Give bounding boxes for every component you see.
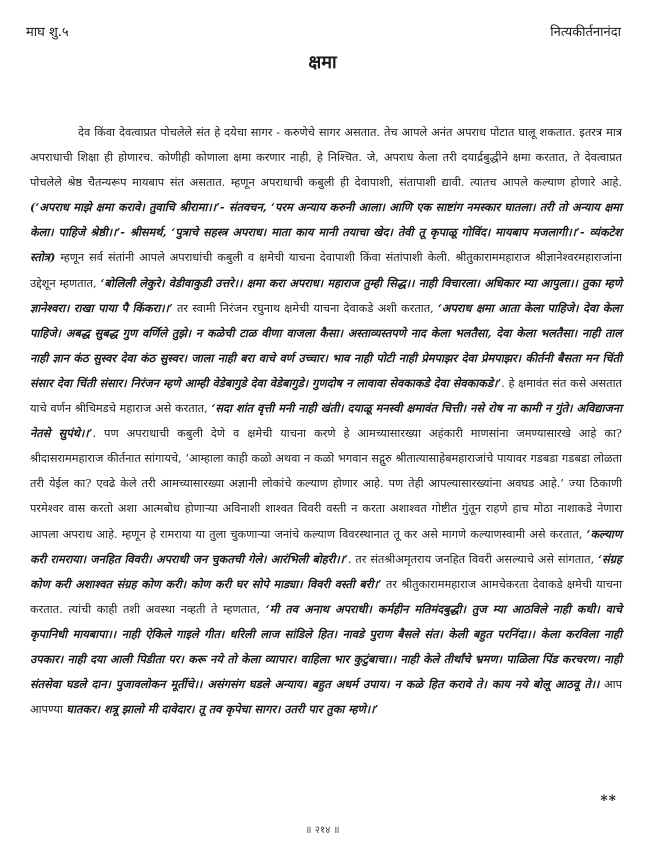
header-right-book-title: नित्यकीर्तनानंदा [550,25,621,40]
header-left-date: माघ शु.५ [26,25,69,40]
page-title: क्षमा [308,52,337,73]
paragraph [30,120,622,722]
quote-segment: ‘कल्याण करी रामराया। जनहित विवरी। अपराधी जन चुकतची गेले। आरंभिली बोहरी।।’ [30,526,622,566]
quote-segment: ‘सदा शांत वृत्ती मनी नाही खंती। दयाळू मनस्वी क्षमावंत चित्ती। नसे रोष ना कामी न गुंते। अविद्याजना नेतसे सुपंथे।।’ [30,401,622,441]
quote-segment: घातकर। शत्रू झालो मी दावेदार। तू तव कृपेचा सागर। उतरी पार तुका म्हणे।।’ [66,702,379,717]
text-segment: म्हणून सर्व संतांनी आपले अपराधांची कबुली व क्षमेची याचना देवापाशी किंवा संतांपाशी केली. श्रीतुकाराममहाराज श्रीज्ञानेश्वरमहाराजांना उद्देशून म्हणतात, [30,251,622,290]
text-segment: तर श्रीतुकाराममहाराज आमचेकरता देवाकडे क्षमेची याचना करतात. त्यांची काही तशी अवस्था नव्हती ते म्हणतात, [30,577,622,616]
quote-segment: ‘संग्रह कोण करी अशाश्वत संग्रह कोण करी। कोण करी घर सोपे माड्या। विवरी वस्ती बरी।’ [30,551,623,591]
text-segment: तर स्वामी निरंजन रघुनाथ क्षमेची याचना देवाकडे अशी करतात, [172,301,438,315]
quote-segment: ‘मी तव अनाथ अपराधी। कर्महीन मतिमंदबुद्धी। तुज म्या आठविले नाही कधी। वाचे कृपानिधी मायबापा।। नाही ऐकिले गाइले गीत। धरिली लाज सांडिले हित। नावडे पुराण बैसले संत। केली बहुत परनिंदा।। केला करविला नाही उपकार। नाही दया आली पिडीता पर। करू नये तो केला व्यापार। वाहिला भार कुटुंबाचा।। नाही केले तीर्थांचे भ्रमण। पाळिला पिंड करचरण। नाही संतसेवा घडले दान। पुजावलोकन मूर्तीचे।। असंगसंग घडले अन्याय। बहुत अधर्म उपाय। न कळे हित करावे ते। काय नये बोलू आठवू ते।। [30,601,622,692]
end-mark: ** [600,793,617,809]
quote-segment: ‘बोलिली लेकुरे। वेडीवाकुडी उत्तरे।। क्षमा करा अपराध। महाराज तुम्ही सिद्ध।। नाही विचारला। अधिकार म्या आपुला।। तुका म्हणे ज्ञानेश्वरा। राखा पाया पै किंकरा।।’ [30,275,622,315]
quote-segment: ‘अपराध क्षमा आता केला पाहिजे। देवा केला पाहिजे। अबद्ध सुबद्ध गुण वर्णिले तुझे। न कळेची टाळ वीणा वाजला कैसा। अस्ताव्यस्तपणे नाद केला भलतैसा, देवा केला भलतैसा। नाही ताल नाही ज्ञान कंठ सुस्वर देवा कंठ सुस्वर। जाला नाही बरा वाचे वर्ण उच्चार। भाव नाही पोटी नाही प्रेमपाझर देवा प्रेमपाझर। कीर्तनी बैसता मन चिंती संसार देवा चिंती संसार। निरंजन म्हणे आम्ही वेडेबागुडे देवा वेडेबागुडे। गुणदोष न लावावा सेवकाकडे देवा सेवकाकडे।’ [30,300,622,390]
body-text [30,120,622,722]
quote-segment: (‘अपराध माझे क्षमा करावे। तुवाचि श्रीरामा।।’- संतवचन, ‘परम अन्याय करुनी आला। आणि एक साष्टांग नमस्कार घातला। तरी तो अन्याय क्षमा केला। पाहिजे श्रेष्ठी।।’- श्रीसमर्थ, ‘पुत्राचे सहस्त्र अपराध। माता काय मानी तयाचा खेद। तेवी तू कृपाळू गोविंद। मायबाप मजलागी।।’- व्यंकटेश स्तोत्र) [30,200,622,265]
text-segment: . हे क्षमावंत संत कसे असतात याचे वर्णन श्रीचिमडचे महाराज असे करतात, [30,376,622,416]
text-segment: . पण अपराधाची कबुली देणे व क्षमेची याचना करणे हे आमच्यासारख्या अहंकारी माणसांना जमण्यासारखे आहे का? श्रीदासराममहाराज कीर्तनात सांगायचे, ‘आम्हाला काही कळो अथवा न कळो भगवान सद्गुरु श्रीतात्यासाहेबमहाराजांचे पायावर गडबडा गडबडा लोळता तरी येईल का? एवढे केले तरी आमच्यासारख्या अज्ञानी लोकांचे कल्याण होणार आहे. पण तेही आपल्यासारख्यांना अवघड आहे.’ ज्या ठिकाणी परमेश्वर वास करतो अशा आत्मबोध होणाऱ्या अविनाशी शाश्वत विवरी वस्ती न करता अशाश्वत गोष्टीत गुंतून राहणे हाच मोठा नाशाकडे नेणारा आपला अपराध आहे. म्हणून हे रामराया या तुला चुकणाऱ्या जनांचे कल्याण विवरस्थानात तू कर असे मागणे कल्याणस्वामी असे करतात, [30,427,622,541]
text-segment: आप आपण्या [30,678,622,717]
text-segment: . तर संतश्रीअमृतराय जनहित विवरी असल्याचे असे सांगतात, [347,552,599,566]
text-segment: देव किंवा देवत्वाप्रत पोचलेले संत हे दयेचा सागर - करुणेचे सागर असतात. तेच आपले अनंत अपराध पोटात घालू शकतात. इतरत्र मात्र अपराधाची शिक्षा ही होणारच. कोणीही कोणाला क्षमा करणार नाही, हे निश्चित. जे, अपराध केला तरी दयार्द्रबुद्धीने क्षमा करतात, ते देवत्वाप्रत पोचलेले श्रेष्ठ चैतन्यरूप मायबाप संत असतात. म्हणून अपराधाची कबुली ही देवापाशी, संतापाशी द्यावी. त्यातच आपले कल्याण होणारे आहे. [30,126,622,190]
page-number: ॥ २१४ ॥ [305,825,340,836]
